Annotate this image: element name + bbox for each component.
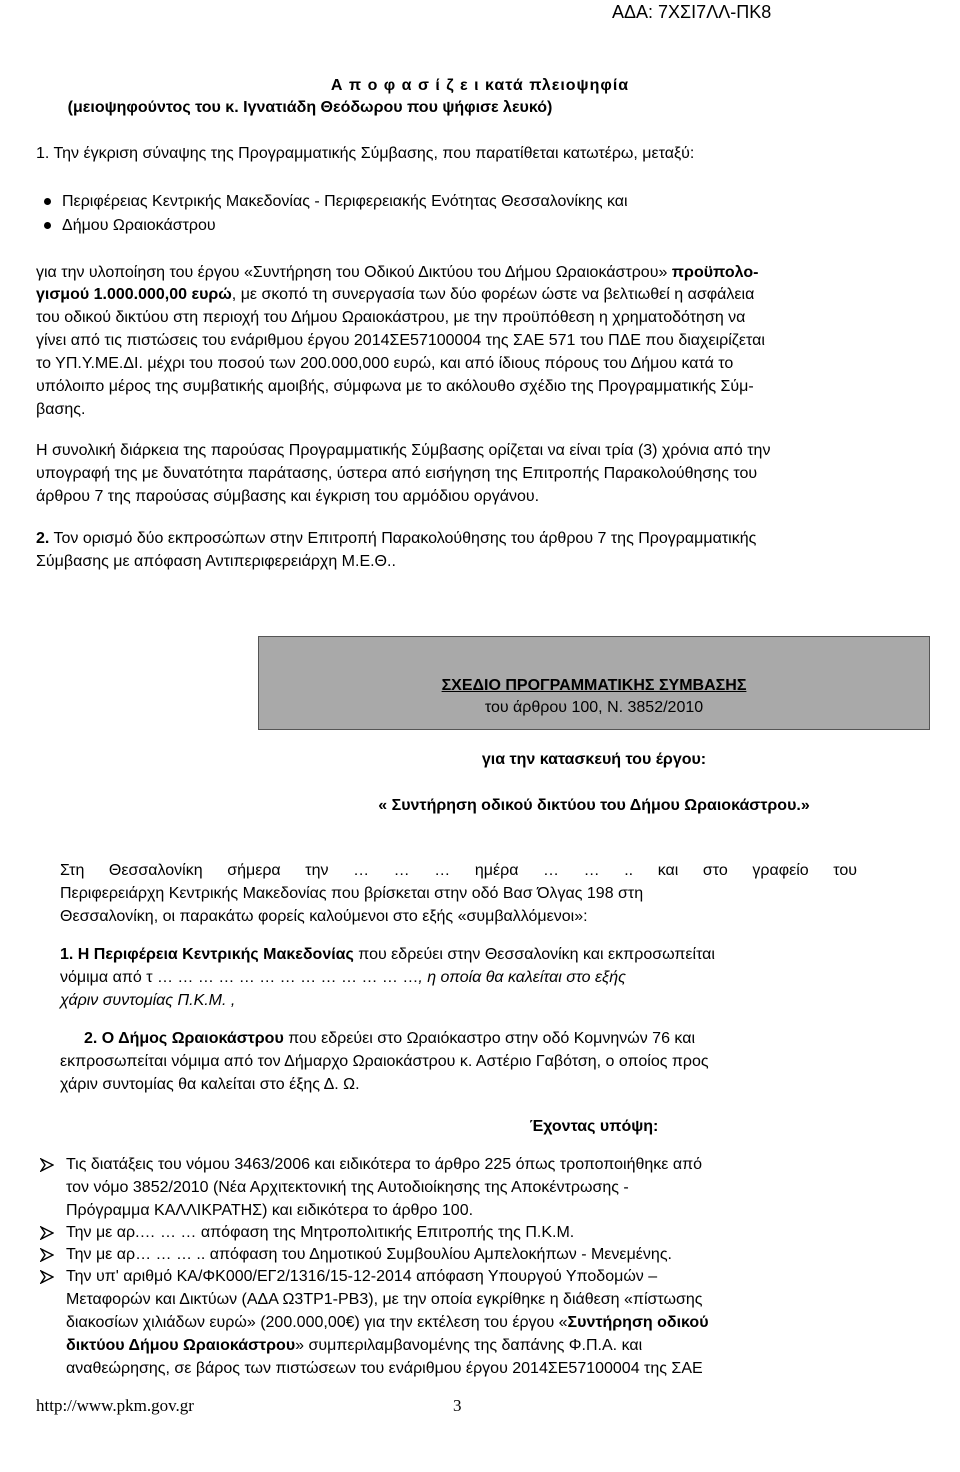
paragraph-line: Περιφερειάρχη Κεντρικής Μακεδονίας που βρίσκεται στην οδό Βασ Όλγας 198 στη: [60, 885, 644, 902]
paragraph-line: υπογραφή της με δυνατότητα παράτασης, ύστερα από εισήγηση της Επιτροπής Παρακολούθησης του: [36, 465, 758, 482]
text-span: , με σκοπό τη συνεργασία των δύο φορέων ώστε να βελτιωθεί η ασφάλεια: [231, 286, 755, 303]
list-item-line: Την με αρ.… … … απόφαση της Μητροπολιτικής Επιτροπής της Π.Κ.Μ.: [66, 1224, 575, 1241]
draft-title: ΣΧΕΔΙΟ ΠΡΟΓΡΑΜΜΑΤΙΚΗΣ ΣΥΜΒΑΣΗΣ: [441, 677, 747, 694]
ada-code: ΑΔΑ: 7ΧΣΙ7ΛΛ-ΠΚ8: [612, 2, 772, 22]
paragraph-line: βασης.: [36, 401, 86, 418]
list-item-line: Πρόγραμμα ΚΑΛΛΙΚΡΑΤΗΣ) και ειδικότερα το άρθρο 100.: [66, 1202, 474, 1219]
footer-url[interactable]: http://www.pkm.gov.gr: [36, 1396, 194, 1415]
considering-heading: Έχοντας υπόψη:: [529, 1118, 659, 1135]
text-span-bold: δικτύου Δήμου Ωραιοκάστρου: [66, 1337, 296, 1354]
arrow-bullet-icon: [40, 1270, 54, 1284]
text-span: που εδρεύει στην Θεσσαλονίκη και εκπροσωπείται: [353, 946, 715, 963]
paragraph-line: [84, 1028, 695, 1050]
text-span: Στη Θεσσαλονίκη σήμερα την … … … ημέρα … … .. και στο γραφείο του: [60, 862, 857, 879]
item-number: 2.: [36, 530, 50, 547]
text-span: για την υλοποίηση του έργου «Συντήρηση του Οδικού Δικτύου του Δήμου Ωραιοκάστρου»: [36, 264, 672, 281]
project-name: « Συντήρηση οδικού δικτύου του Δήμου Ωραιοκάστρου.»: [378, 797, 810, 814]
paragraph-line: το ΥΠ.Υ.ΜΕ.ΔΙ. μέχρι του ποσού των 200.000,000 ευρώ, και από ίδιους πόρους του Δήμου κατά το: [36, 355, 734, 372]
bullet-dot-icon: [44, 198, 51, 205]
text-span: » συμπεριλαμβανομένης της δαπάνης Φ.Π.Α. και: [295, 1337, 643, 1354]
draft-subtitle: του άρθρου 100, Ν. 3852/2010: [484, 699, 704, 716]
party1-name: 1. Η Περιφέρεια Κεντρικής Μακεδονίας: [60, 946, 354, 963]
text-span: διακοσίων χιλιάδων ευρώ» (200.000,00€) για την εκτέλεση του έργου «: [66, 1314, 568, 1331]
page-number: 3: [453, 1396, 462, 1415]
decision-subheading: (μειοψηφούντος του κ. Ιγνατιάδη Θεόδωρου που ψήφισε λευκό): [67, 99, 553, 116]
bullet-dot-icon: [44, 222, 51, 229]
list-item-line: [66, 1335, 642, 1357]
paragraph-line: υπόλοιπο μέρος της συμβατικής αμοιβής, σύμφωνα με το ακόλουθο σχέδιο της Προγραμματικής Σύμ-: [36, 378, 754, 395]
list-item-line: τον νόμο 3852/2010 (Νέα Αρχιτεκτονική της Αυτοδιοίκησης της Αποκέντρωσης -: [66, 1179, 629, 1196]
paragraph-line: [36, 262, 758, 284]
paragraph-line: άρθρου 7 της παρούσας σύμβασης και έγκριση του αρμόδιου οργάνου.: [36, 488, 540, 505]
paragraph-line: [36, 528, 756, 550]
list-item-line: Την υπ' αριθμό ΚΑ/ΦΚ000/ΕΓ2/1316/15-12-2014 απόφαση Υπουργού Υποδομών –: [66, 1268, 658, 1285]
paragraph-line: [60, 967, 626, 989]
text-span: νόμιμα από τ … … … … … … … … … … … … …: [60, 969, 419, 986]
list-item-line: Την με αρ… … … .. απόφαση του Δημοτικού Συμβουλίου Αμπελοκήπων - Μενεμένης.: [66, 1246, 672, 1263]
paragraph-line: [60, 860, 857, 882]
party2-name: 2. Ο Δήμος Ωραιοκάστρου: [84, 1030, 284, 1047]
arrow-bullet-icon: [40, 1248, 54, 1262]
arrow-bullet-icon: [40, 1158, 54, 1172]
paragraph-line: χάριν συντομίας θα καλείται στο έξης Δ. Ω.: [60, 1076, 360, 1093]
text-span-bold: γισμού 1.000.000,00 ευρώ: [36, 286, 232, 303]
text-span-bold: Συντήρηση οδικού: [567, 1314, 709, 1331]
paragraph-line: εκπροσωπείται νόμιμα από τον Δήμαρχο Ωραιοκάστρου κ. Αστέριο Γαβότση, ο οποίος προς: [60, 1053, 709, 1070]
bullet-item: Περιφέρειας Κεντρικής Μακεδονίας - Περιφερειακής Ενότητας Θεσσαλονίκης και: [62, 193, 628, 210]
paragraph-line: γίνει από τις πιστώσεις του ενάριθμου έργου 2014ΣΕ57100004 της ΣΑΕ 571 του ΠΔΕ που διαχειρίζεται: [36, 332, 765, 349]
project-label: για την κατασκευή του έργου:: [481, 751, 707, 768]
paragraph-line: του οδικού δικτύου στη περιοχή του Δήμου Ωραιοκάστρου, με την προϋπόθεση η χρηματοδότηση να: [36, 309, 746, 326]
paragraph-line: Σύμβασης με απόφαση Αντιπεριφερειάρχη Μ.Ε.Θ..: [36, 553, 396, 570]
paragraph-line: Θεσσαλονίκη, οι παρακάτω φορείς καλούμενοι στο εξής «συμβαλλόμενοι»:: [60, 908, 588, 925]
paragraph-line: [36, 284, 754, 306]
bullet-item: Δήμου Ωραιοκάστρου: [62, 217, 216, 234]
list-item-line: Τις διατάξεις του νόμου 3463/2006 και ειδικότερα το άρθρο 225 όπως τροποποιήθηκε από: [66, 1156, 703, 1173]
decision-heading: Α π ο φ α σ ί ζ ε ι κατά πλειοψηφία: [330, 77, 630, 94]
arrow-bullet-icon: [40, 1226, 54, 1240]
list-item-line: Μεταφορών και Δικτύων (ΑΔΑ Ω3ΤΡ1-ΡΒ3), με την οποία εγκρίθηκε η διάθεση «πίστωσης: [66, 1291, 703, 1308]
paragraph-line: χάριν συντομίας Π.Κ.Μ. ,: [60, 992, 236, 1009]
list-item-line: αναθεώρησης, σε βάρος των πιστώσεων του ενάριθμου έργου 2014ΣΕ57100004 της ΣΑΕ: [66, 1360, 703, 1377]
paragraph-line: [60, 944, 715, 966]
item1-intro: 1. Την έγκριση σύναψης της Προγραμματικής Σύμβασης, που παρατίθεται κατωτέρω, μεταξύ:: [36, 145, 695, 162]
list-item-line: [66, 1312, 709, 1334]
paragraph-line: Η συνολική διάρκεια της παρούσας Προγραμματικής Σύμβασης ορίζεται να είναι τρία (3) χρόνια από την: [36, 442, 771, 459]
text-span-italic: , η οποία θα καλείται στο εξής: [418, 969, 626, 986]
text-span: που εδρεύει στο Ωραιόκαστρο στην οδό Κομνηνών 76 και: [283, 1030, 696, 1047]
text-span: Τον ορισμό δύο εκπροσώπων στην Επιτροπή Παρακολούθησης του άρθρου 7 της Προγραμματικής: [49, 530, 757, 547]
text-span-bold: προϋπολο-: [671, 264, 759, 281]
